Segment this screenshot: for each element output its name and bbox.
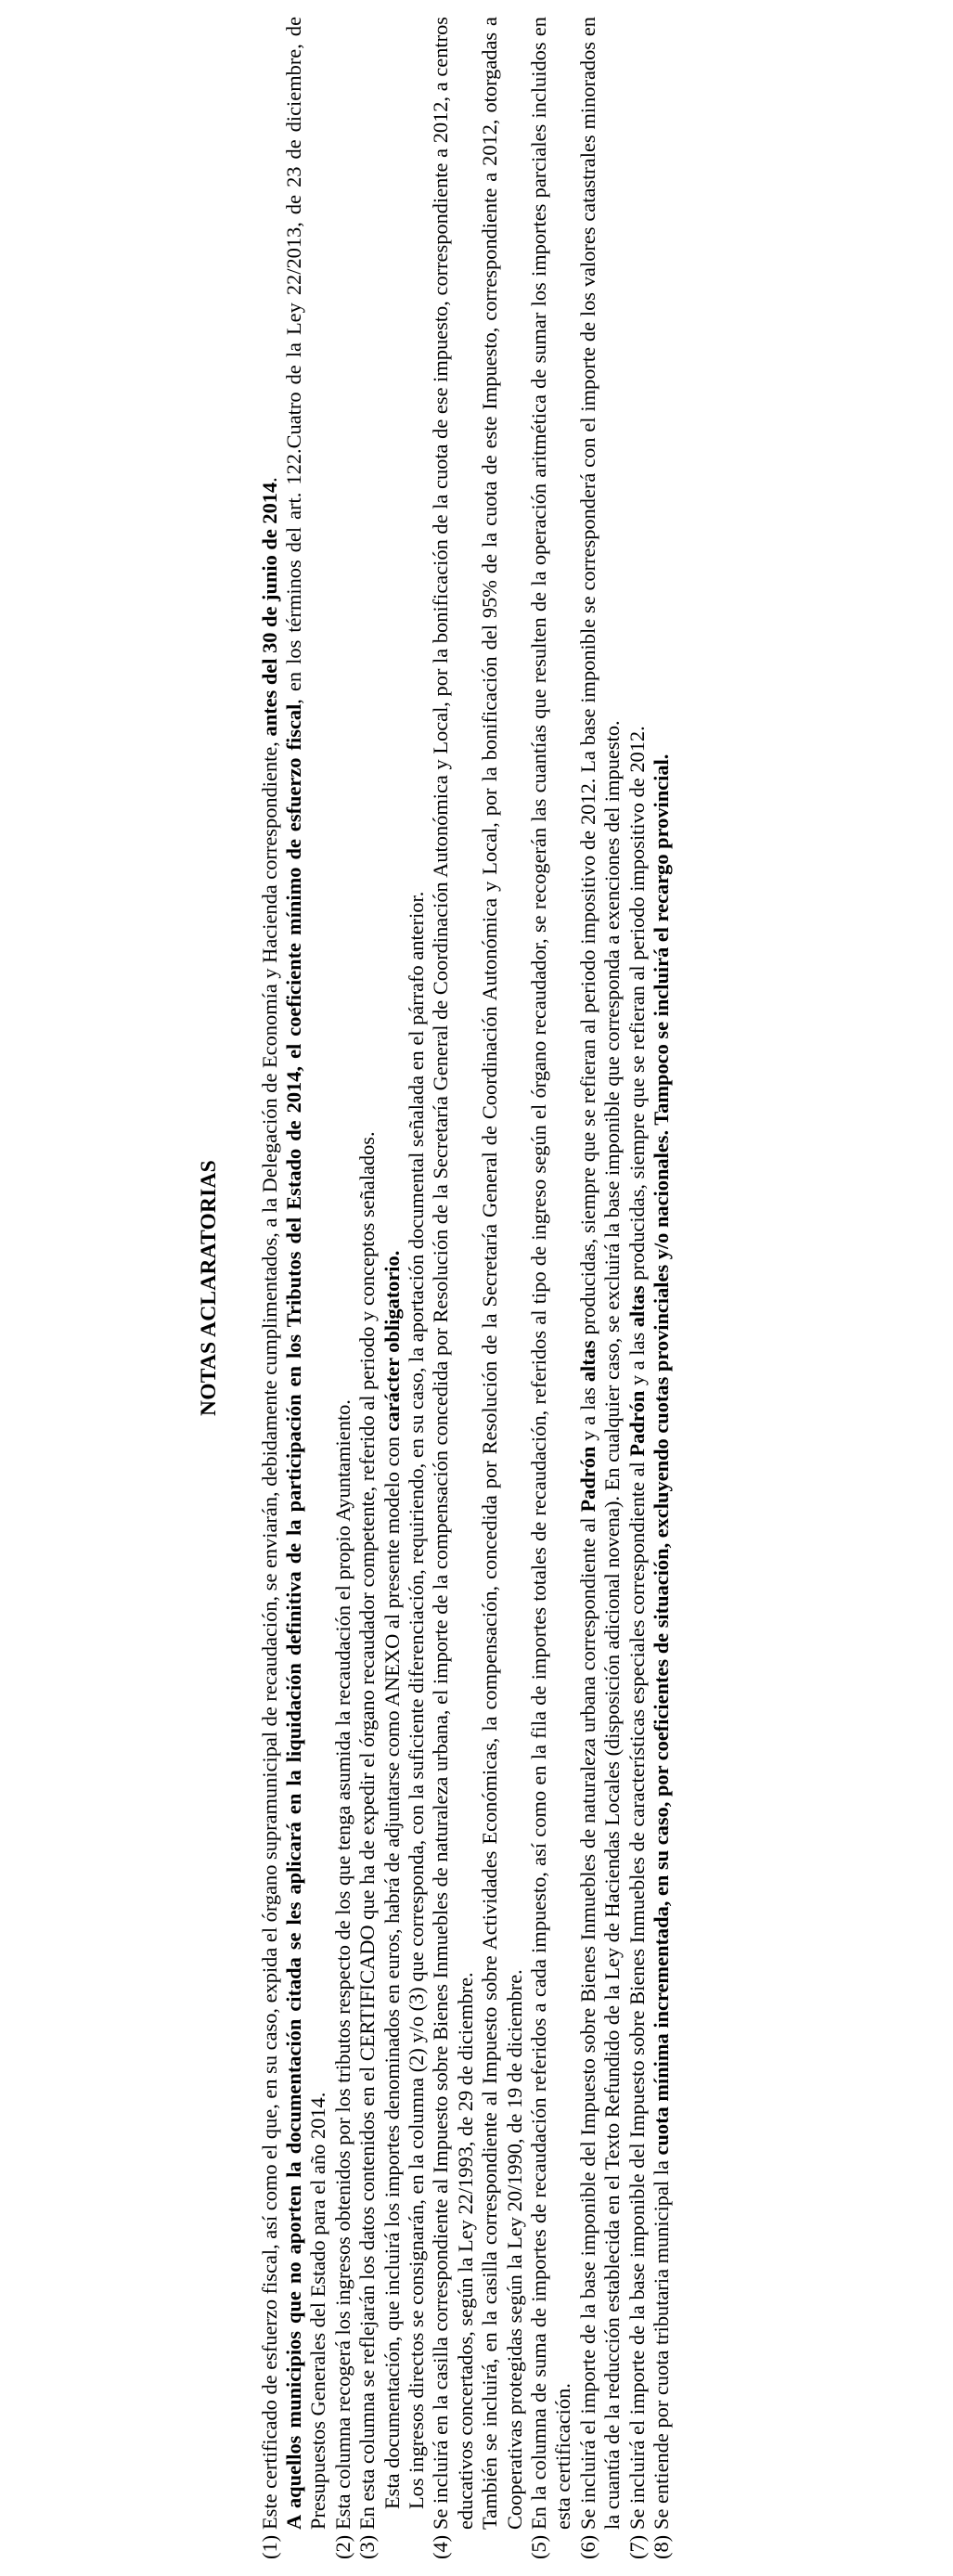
note-paragraph: [625, 17, 650, 2530]
page-title: NOTAS ACLARATORIAS: [197, 1160, 221, 1416]
text-run: También se incluirá, en la casilla correspondiente al Impuesto sobre Actividades Económicas, la compensación, concedida por Resolución de la Secretaría General de Coordinación Autonómica y Local, por la bonificación del 95% de la cuota de este Impuesto, correspondiente a 2012, otorgadas a Cooperativas protegidas según la Ley 20/1990, de 19 de diciembre.: [478, 17, 526, 2530]
text-run: y a las: [575, 1382, 599, 1447]
note-paragraph: [258, 17, 282, 2530]
note-paragraph: [429, 17, 478, 2530]
bold-text: antes del 30 de junio de 2014: [257, 482, 281, 737]
note-paragraph: [380, 17, 405, 2530]
note-body: [355, 17, 429, 2530]
note-paragraph: [650, 17, 674, 2530]
bold-text: Padrón: [625, 1390, 649, 1457]
bold-text: altas: [625, 1285, 649, 1328]
text-run: .: [257, 477, 281, 483]
note-item: [258, 17, 331, 2559]
note-paragraph: [527, 17, 576, 2530]
text-run: Se incluirá el importe de la base imponible del Impuesto sobre Bienes Inmuebles de naturaleza urbana correspondiente al: [575, 1512, 599, 2530]
note-number: (7): [625, 2534, 649, 2559]
note-item: [576, 17, 625, 2559]
note-item: [650, 17, 674, 2559]
text-run: , en los términos del art. 122.Cuatro de la Ley 22/2013, de 23 de diciembre, de Presupuestos Generales del Estado para el año 2014.: [282, 16, 330, 2530]
text-run: Se incluirá el importe de la base imponible del Impuesto sobre Bienes Inmuebles de características especiales correspondiente al: [625, 1456, 649, 2530]
note-item: [331, 17, 355, 2559]
note-body: [625, 17, 650, 2530]
text-run: En esta columna se reflejarán los datos contenidos en el CERTIFICADO que ha de expedir el órgano recaudador competente, referido al periodo y conceptos señalados.: [355, 1131, 380, 2530]
note-number: (3): [355, 2534, 380, 2559]
note-number: (8): [649, 2534, 673, 2559]
note-item: [355, 17, 429, 2559]
note-paragraph: [478, 17, 527, 2530]
note-number: (1): [257, 2534, 281, 2559]
note-number: (2): [330, 2534, 354, 2559]
note-body: [331, 17, 355, 2530]
note-paragraph: [282, 17, 331, 2530]
bold-text: carácter obligatorio.: [380, 1250, 404, 1432]
text-run: producidas, siempre que se refieran al periodo impositivo de 2012. La base imponible se corresponderá con el importe de los valores catastrales minorados en la cuantía de la reducción establecida en el Texto Refundido de la Ley de Haciendas Locales (disposición adicional novena). En cualquier caso, se excluirá la base imponible que corresponda a exenciones del impuesto.: [575, 17, 625, 2530]
text-run: Este certificado de esfuerzo fiscal, así como el que, en su caso, expida el órgano supramunicipal de recaudación, se enviarán, debidamente cumplimentados, a la Delegación de Economía y Hacienda correspondiente,: [257, 736, 281, 2530]
text-run: producidas, siempre que se refieran al periodo impositivo de 2012.: [625, 726, 649, 1286]
note-number: (5): [526, 2534, 550, 2559]
text-run: Esta columna recogerá los ingresos obtenidos por los tributos respecto de los que tenga asumida la recaudación el propio Ayuntamiento.: [330, 1399, 354, 2530]
note-body: [429, 17, 527, 2530]
note-paragraph: [331, 17, 355, 2530]
note-number: (6): [575, 2534, 599, 2559]
text-run: Esta documentación, que incluirá los importes denominados en euros, habrá de adjuntarse como ANEXO al presente modelo con: [380, 1431, 404, 2509]
note-paragraph: [405, 17, 429, 2530]
note-body: [576, 17, 625, 2530]
note-paragraph: [355, 17, 380, 2530]
bold-text: cuota mínima incrementada, en su caso, por coeficientes de situación, excluyendo cuotas provinciales y/o nacionales. Tampoco se incluirá el recargo provincial.: [649, 753, 673, 2156]
text-run: Se incluirá en la casilla correspondiente al Impuesto sobre Bienes Inmuebles de naturaleza urbana, el importe de la compensación concedida por Resolución de la Secretaría General de Coordinación Autonómica y Local, por la bonificación de la cuota de ese impuesto, correspondiente a 2012, a centros educativos concertados, según la Ley 22/1993, de 29 de diciembre.: [429, 17, 477, 2530]
note-body: [258, 17, 331, 2530]
text-run: Se entiende por cuota tributaria municipal la: [649, 2155, 673, 2530]
text-run: En la columna de suma de importes de recaudación referidos a cada impuesto, así como en la fila de importes totales de recaudación, referidos al tipo de ingreso según el órgano recaudador, se recogerán las cuantías que resulten de la operación aritmética de sumar los importes parciales incluidos en esta certificación.: [526, 17, 575, 2530]
note-body: [650, 17, 674, 2530]
bold-text: A aquellos municipios que no aporten la documentación citada se les aplicará en la liquidación definitiva de la participación en los Tributos del Estado de 2014, el coeficiente mínimo de esfuerzo fiscal: [282, 703, 306, 2530]
note-number: (4): [429, 2534, 453, 2559]
rotated-sheet: [7, 17, 935, 2559]
note-item: [625, 17, 650, 2559]
text-run: y a las: [625, 1327, 649, 1391]
note-item: [429, 17, 527, 2559]
bold-text: Padrón: [575, 1446, 599, 1513]
note-paragraph: [576, 17, 625, 2530]
note-item: [527, 17, 576, 2559]
bold-text: altas: [575, 1340, 599, 1383]
notes-list: [258, 17, 675, 2559]
text-run: Los ingresos directos se consignarán, en la columna (2) y/o (3) que corresponda, con la suficiente diferenciación, requiriendo, en su caso, la aportación documental señalada en el párrafo anterior.: [405, 891, 429, 2509]
note-body: [527, 17, 576, 2530]
